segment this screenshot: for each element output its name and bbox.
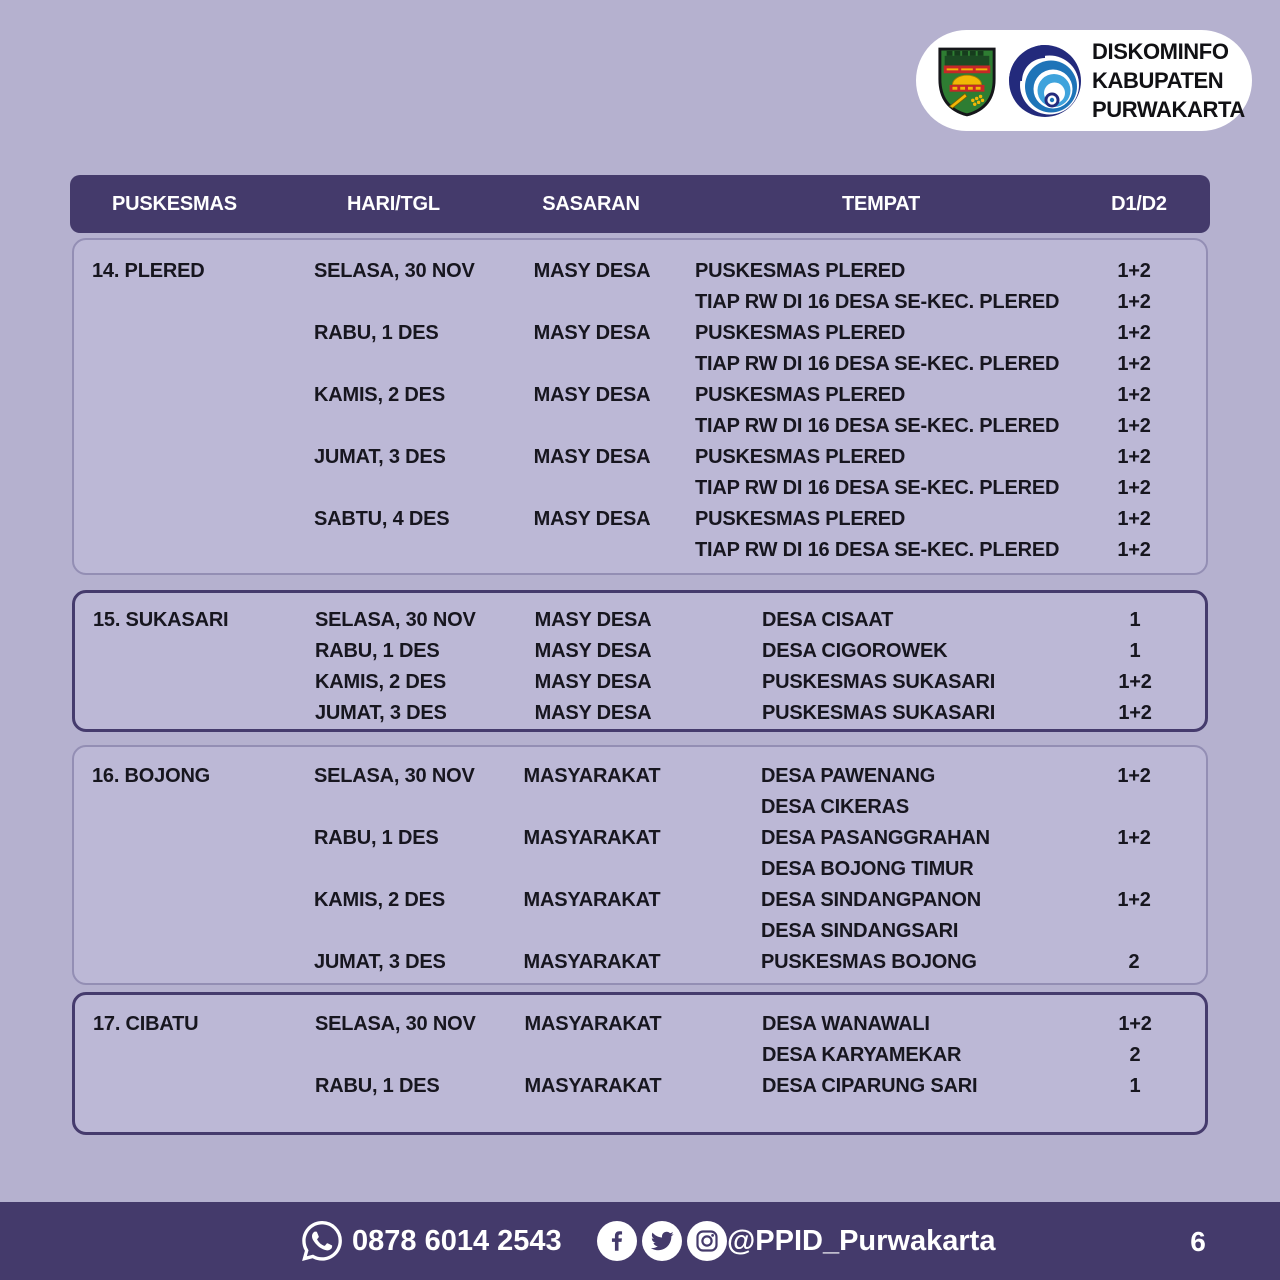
table-row — [74, 823, 1206, 854]
cell-dose: 1 — [1129, 609, 1141, 631]
cell-dose: 2 — [1129, 1044, 1141, 1066]
twitter-icon — [642, 1221, 682, 1261]
cell-dose: 1+2 — [1117, 539, 1151, 561]
page-number: 6 — [1190, 1226, 1206, 1257]
column-header-tempat: TEMPAT — [841, 193, 921, 215]
cell-tempat: DESA SINDANGPANON — [761, 889, 981, 911]
table-row — [74, 442, 1206, 473]
cell-dose: 1+2 — [1117, 260, 1151, 282]
cell-hari: KAMIS, 2 DES — [315, 671, 446, 693]
cell-tempat: PUSKESMAS PLERED — [695, 384, 906, 406]
cell-tempat: TIAP RW DI 16 DESA SE-KEC. PLERED — [695, 415, 1060, 437]
cell-dose: 1+2 — [1117, 889, 1151, 911]
cell-tempat: DESA CIGOROWEK — [762, 640, 948, 662]
cell-hari: SELASA, 30 NOV — [314, 260, 475, 282]
footer-bar — [0, 1202, 1280, 1280]
footer-phone-number: 0878 6014 2543 — [352, 1225, 562, 1257]
cell-sasaran: MASYARAKAT — [523, 827, 661, 849]
cell-dose: 1+2 — [1117, 827, 1151, 849]
cell-tempat: TIAP RW DI 16 DESA SE-KEC. PLERED — [695, 291, 1060, 313]
cell-dose: 1+2 — [1118, 1013, 1152, 1035]
cell-tempat: DESA CISAAT — [762, 609, 894, 631]
column-header-hari-tgl: HARI/TGL — [347, 193, 440, 215]
cell-dose: 1 — [1129, 640, 1141, 662]
cell-dose: 1+2 — [1117, 322, 1151, 344]
cell-hari: SELASA, 30 NOV — [315, 1013, 476, 1035]
cell-sasaran: MASY DESA — [533, 384, 651, 406]
cell-sasaran: MASY DESA — [533, 260, 651, 282]
table-row — [75, 698, 1205, 729]
column-header-d1-d2: D1/D2 — [1111, 193, 1167, 215]
table-row — [75, 667, 1205, 698]
cell-dose: 2 — [1128, 951, 1140, 973]
cell-tempat: PUSKESMAS PLERED — [695, 446, 906, 468]
cell-sasaran: MASY DESA — [534, 609, 652, 631]
cell-tempat: TIAP RW DI 16 DESA SE-KEC. PLERED — [695, 477, 1060, 499]
cell-dose: 1+2 — [1117, 477, 1151, 499]
cell-sasaran: MASY DESA — [533, 446, 651, 468]
cell-hari: SABTU, 4 DES — [314, 508, 450, 530]
cell-sasaran: MASYARAKAT — [524, 1075, 662, 1097]
cell-hari: RABU, 1 DES — [315, 1075, 440, 1097]
table-row — [75, 605, 1205, 636]
table-row — [74, 349, 1206, 380]
kominfo-logo-icon — [1007, 43, 1083, 119]
whatsapp-icon — [302, 1221, 342, 1261]
cell-sasaran: MASY DESA — [533, 508, 651, 530]
cell-hari: KAMIS, 2 DES — [314, 384, 445, 406]
cell-dose: 1+2 — [1117, 765, 1151, 787]
cell-tempat: TIAP RW DI 16 DESA SE-KEC. PLERED — [695, 539, 1060, 561]
schedule-card — [72, 745, 1208, 985]
table-row — [74, 885, 1206, 916]
cell-sasaran: MASYARAKAT — [523, 889, 661, 911]
cell-hari: SELASA, 30 NOV — [315, 609, 476, 631]
cell-tempat: DESA CIKERAS — [761, 796, 909, 818]
brand-pill — [916, 30, 1252, 131]
cell-sasaran: MASY DESA — [534, 671, 652, 693]
cell-tempat: PUSKESMAS SUKASARI — [762, 671, 996, 693]
table-header-bar — [70, 175, 1210, 233]
schedule-card — [72, 992, 1208, 1135]
table-row — [75, 636, 1205, 667]
cell-sasaran: MASYARAKAT — [524, 1013, 662, 1035]
cell-tempat: DESA KARYAMEKAR — [762, 1044, 962, 1066]
table-row — [74, 761, 1206, 792]
cell-tempat: PUSKESMAS BOJONG — [761, 951, 977, 973]
section-title: 14. PLERED — [92, 260, 205, 282]
org-line-2: KABUPATEN — [1092, 68, 1224, 93]
table-row — [74, 504, 1206, 535]
instagram-icon — [687, 1221, 727, 1261]
cell-sasaran: MASY DESA — [533, 322, 651, 344]
cell-tempat: TIAP RW DI 16 DESA SE-KEC. PLERED — [695, 353, 1060, 375]
cell-tempat: DESA PAWENANG — [761, 765, 936, 787]
facebook-icon — [597, 1221, 637, 1261]
cell-tempat: PUSKESMAS SUKASARI — [762, 702, 996, 724]
table-row — [74, 318, 1206, 349]
org-title — [1092, 37, 1245, 124]
cell-hari: SELASA, 30 NOV — [314, 765, 475, 787]
purwakarta-crest-icon — [936, 44, 998, 118]
cell-hari: KAMIS, 2 DES — [314, 889, 445, 911]
org-line-3: PURWAKARTA — [1092, 97, 1245, 122]
table-row — [74, 947, 1206, 978]
cell-dose: 1+2 — [1118, 702, 1152, 724]
cell-tempat: PUSKESMAS PLERED — [695, 508, 906, 530]
column-header-sasaran: SASARAN — [542, 193, 640, 215]
cell-dose: 1+2 — [1117, 446, 1151, 468]
table-row — [74, 535, 1206, 566]
cell-tempat: DESA SINDANGSARI — [761, 920, 959, 942]
table-row — [75, 1009, 1205, 1040]
cell-tempat: DESA PASANGGRAHAN — [761, 827, 990, 849]
cell-tempat: DESA BOJONG TIMUR — [761, 858, 974, 880]
cell-sasaran: MASY DESA — [534, 640, 652, 662]
section-title: 15. SUKASARI — [93, 609, 229, 631]
cell-sasaran: MASY DESA — [534, 702, 652, 724]
table-row — [74, 287, 1206, 318]
cell-hari: JUMAT, 3 DES — [314, 446, 446, 468]
table-row — [75, 1071, 1205, 1102]
cell-dose: 1+2 — [1117, 353, 1151, 375]
cell-sasaran: MASYARAKAT — [523, 951, 661, 973]
cell-dose: 1+2 — [1117, 291, 1151, 313]
section-title: 17. CIBATU — [93, 1013, 199, 1035]
cell-dose: 1+2 — [1117, 508, 1151, 530]
cell-sasaran: MASYARAKAT — [523, 765, 661, 787]
cell-tempat: DESA CIPARUNG SARI — [762, 1075, 978, 1097]
cell-tempat: PUSKESMAS PLERED — [695, 260, 906, 282]
cell-tempat: DESA WANAWALI — [762, 1013, 930, 1035]
cell-hari: RABU, 1 DES — [314, 322, 439, 344]
cell-dose: 1+2 — [1118, 671, 1152, 693]
table-row — [75, 1040, 1205, 1071]
social-icons — [597, 1221, 727, 1261]
table-row — [74, 380, 1206, 411]
cell-hari: JUMAT, 3 DES — [314, 951, 446, 973]
table-row — [74, 256, 1206, 287]
cell-dose: 1+2 — [1117, 415, 1151, 437]
column-header-puskesmas: PUSKESMAS — [112, 193, 237, 215]
schedule-card — [72, 590, 1208, 732]
cell-tempat: PUSKESMAS PLERED — [695, 322, 906, 344]
schedule-card — [72, 238, 1208, 575]
cell-hari: RABU, 1 DES — [315, 640, 440, 662]
table-row — [74, 473, 1206, 504]
cell-hari: RABU, 1 DES — [314, 827, 439, 849]
org-line-1: DISKOMINFO — [1092, 39, 1229, 64]
table-row — [74, 792, 1206, 823]
table-row — [74, 854, 1206, 885]
cell-dose: 1+2 — [1117, 384, 1151, 406]
cell-hari: JUMAT, 3 DES — [315, 702, 447, 724]
section-title: 16. BOJONG — [92, 765, 211, 787]
footer-social-handle: @PPID_Purwakarta — [727, 1225, 996, 1257]
table-row — [74, 411, 1206, 442]
table-row — [74, 916, 1206, 947]
cell-dose: 1 — [1129, 1075, 1141, 1097]
